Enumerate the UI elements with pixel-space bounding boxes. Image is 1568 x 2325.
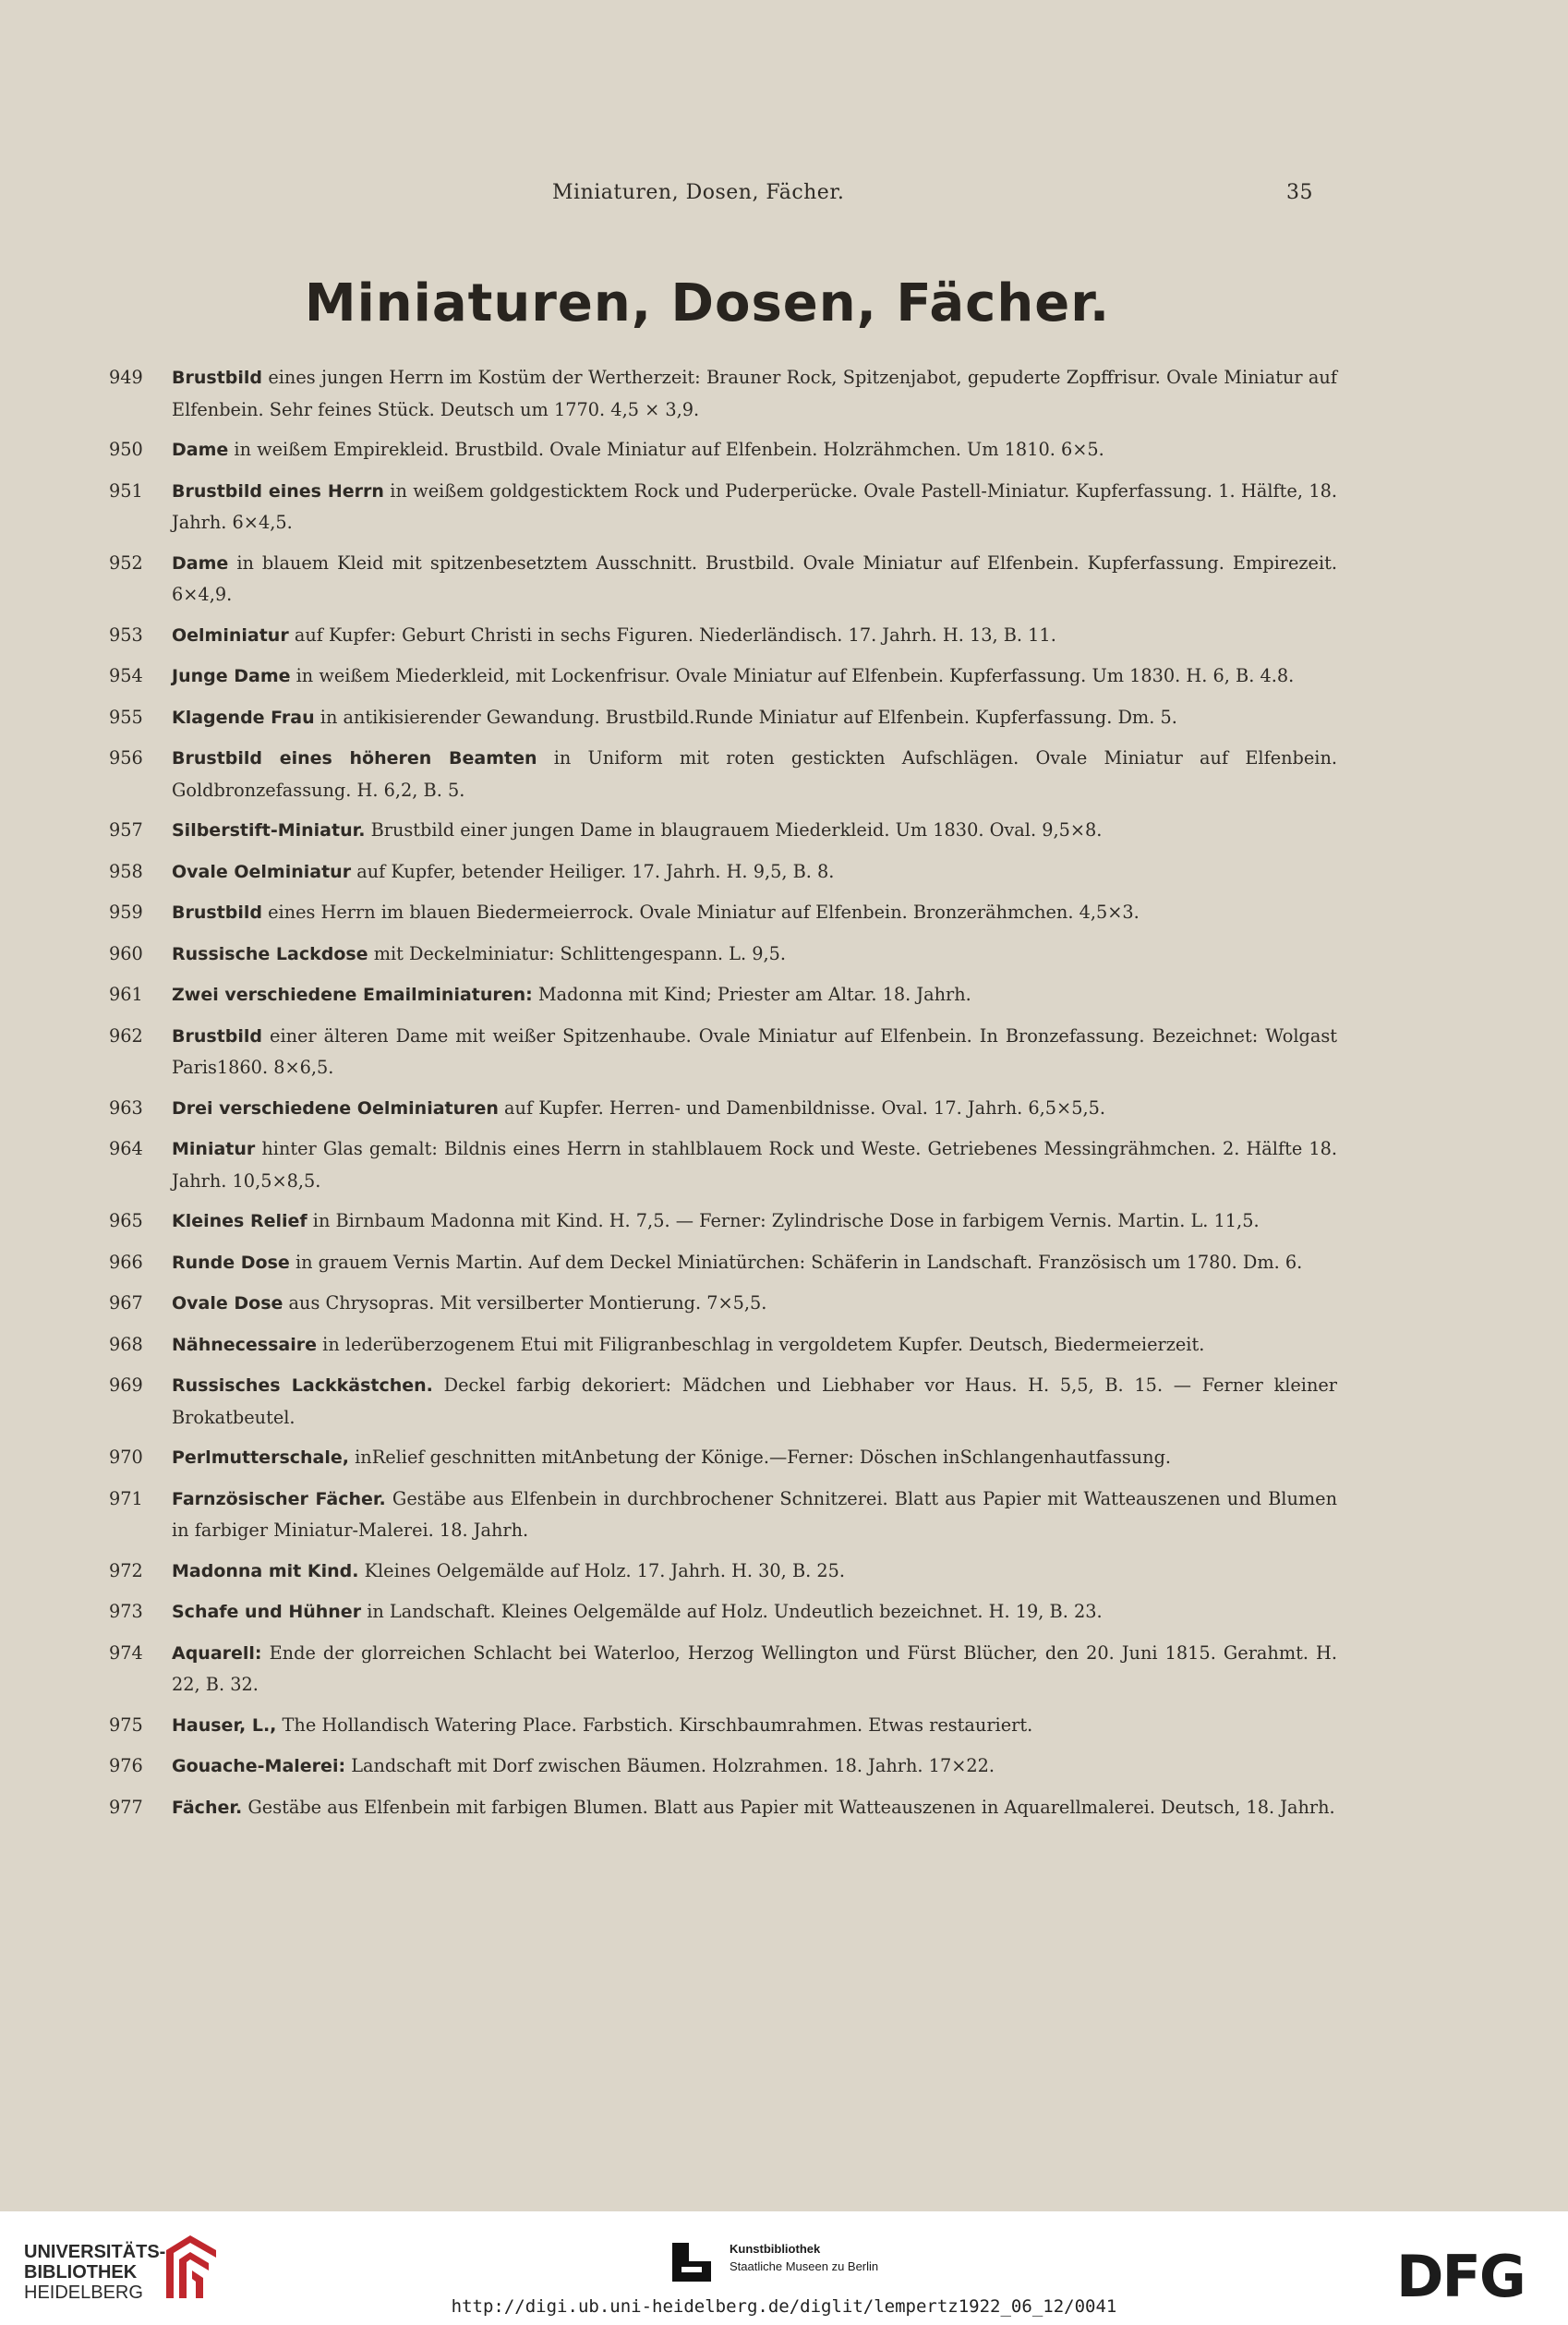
entry-heading: Brustbild — [172, 902, 262, 923]
entry-heading: Kleines Relief — [172, 1211, 308, 1231]
entry-heading: Zwei verschiedene Emailminiaturen: — [172, 985, 533, 1005]
entry-number: 957 — [109, 819, 143, 841]
entry-heading: Schafe und Hühner — [172, 1602, 362, 1622]
catalogue-entry — [109, 897, 1337, 929]
entry-heading: Russisches Lackkästchen. — [172, 1375, 433, 1396]
entry-number: 970 — [109, 1447, 143, 1468]
entry-number: 951 — [109, 479, 143, 502]
entry-number: 952 — [109, 551, 143, 574]
running-title: Miniaturen, Dosen, Fächer. — [552, 181, 845, 204]
entry-number: 977 — [109, 1796, 143, 1818]
permalink-url[interactable]: http://digi.ub.uni-heidelberg.de/diglit/lempertz1922_06_12/0041 — [451, 2296, 1117, 2317]
entry-number: 973 — [109, 1601, 143, 1622]
entry-description: in weißem goldgesticktem Rock und Puderperücke. Ovale Pastell-Miniatur. Kupferfassung. 1. Hälfte, 18. Jahrh. 6×4,5. — [172, 479, 1337, 533]
entry-heading: Perlmutterschale, — [172, 1447, 349, 1468]
entry-number: 969 — [109, 1374, 143, 1396]
entry-heading: Brustbild — [172, 1025, 262, 1047]
entry-number: 954 — [109, 665, 143, 686]
entry-heading: Ovale Dose — [172, 1293, 283, 1314]
entry-number: 955 — [109, 706, 143, 728]
entry-number: 960 — [109, 942, 143, 964]
entry-description: in Uniform mit roten gestickten Aufschlägen. Ovale Miniatur auf Elfenbein. Goldbronzefassung. H. 6,2, B. 5. — [172, 747, 1337, 801]
entry-number: 962 — [109, 1024, 143, 1047]
entry-heading: Gouache-Malerei: — [172, 1756, 346, 1776]
catalogue-entry — [109, 1483, 1337, 1546]
entry-number: 967 — [109, 1292, 143, 1314]
entry-number: 966 — [109, 1251, 143, 1273]
entry-number: 974 — [109, 1641, 143, 1664]
catalogue-entry — [109, 1370, 1337, 1433]
catalogue-entry — [109, 434, 1337, 466]
entry-description: eines jungen Herrn im Kostüm der Wertherzeit: Brauner Rock, Spitzenjabot, gepuderte Zopffrisur. Ovale Miniatur auf Elfenbein. Sehr feines Stück. Deutsch um 1770. 4,5 × 3,9. — [172, 367, 1337, 420]
entry-number: 972 — [109, 1559, 143, 1581]
catalogue-entry — [109, 548, 1337, 611]
catalogue-entry — [109, 1021, 1337, 1084]
catalogue-entry — [109, 1750, 1337, 1783]
catalogue-entry — [109, 1247, 1337, 1279]
entry-number: 950 — [109, 439, 143, 460]
entry-heading: Brustbild eines Herrn — [172, 480, 384, 502]
entry-description: Gestäbe aus Elfenbein in durchbrochener Schnitzerei. Blatt aus Papier mit Watteauszenen und Blumen in farbiger Miniatur-Malerei. 18. Jahrh. — [172, 1487, 1338, 1541]
entry-description: Deckel farbig dekoriert: Mädchen und Liebhaber vor Haus. H. 5,5, B. 15. — Ferner kleiner Brokatbeutel. — [172, 1374, 1337, 1428]
entry-description: Brustbild einer jungen Dame in blaugrauem Miederkleid. Um 1830. Oval. 9,5×8. — [365, 819, 1103, 841]
university-library-wordmark — [24, 2242, 165, 2303]
entry-description: in Landschaft. Kleines Oelgemälde auf Holz. Undeutlich bezeichnet. H. 19, B. 23. — [361, 1601, 1103, 1622]
entry-heading: Silberstift-Miniatur. — [172, 820, 366, 841]
catalogue-entry — [109, 1329, 1337, 1362]
dfg-logo: DFG — [1396, 2243, 1525, 2310]
entry-description: auf Kupfer. Herren- und Damenbildnisse. Oval. 17. Jahrh. 6,5×5,5. — [498, 1096, 1105, 1119]
catalogue-entry — [109, 1710, 1337, 1742]
entry-description: Ende der glorreichen Schlacht bei Waterloo, Herzog Wellington und Fürst Blücher, den 20. Juni 1815. Gerahmt. H. 22, B. 32. — [172, 1641, 1337, 1695]
entry-number: 971 — [109, 1487, 143, 1509]
catalogue-entry — [109, 476, 1337, 539]
catalogue-entry — [109, 1638, 1337, 1701]
entry-description: aus Chrysopras. Mit versilberter Montierung. 7×5,5. — [283, 1292, 767, 1314]
entry-number: 949 — [109, 367, 143, 388]
entry-heading: Dame — [172, 552, 229, 574]
catalogue-entry — [109, 938, 1337, 971]
entry-description: in antikisierender Gewandung. Brustbild.Runde Miniatur auf Elfenbein. Kupferfassung. Dm. 5. — [314, 706, 1177, 728]
catalogue-entry — [109, 1442, 1337, 1474]
entry-description: Gestäbe aus Elfenbein mit farbigen Blumen. Blatt aus Papier mit Watteauszenen in Aquarellmalerei. Deutsch, 18. Jahrh. — [242, 1796, 1335, 1818]
entry-number: 963 — [109, 1096, 143, 1119]
catalogue-entry — [109, 702, 1337, 734]
entry-number: 975 — [109, 1713, 143, 1736]
entry-heading: Farnzösischer Fächer. — [172, 1488, 386, 1509]
library-line-3: HEIDELBERG — [24, 2283, 143, 2303]
entry-heading: Russische Lackdose — [172, 943, 368, 964]
page-number: 35 — [1286, 181, 1313, 204]
entry-description: in grauem Vernis Martin. Auf dem Deckel Miniatürchen: Schäferin in Landschaft. Französisch um 1780. Dm. 6. — [289, 1251, 1303, 1273]
entry-number: 958 — [109, 860, 143, 882]
entry-description: in Birnbaum Madonna mit Kind. H. 7,5. — Ferner: Zylindrische Dose in farbigem Vernis. Martin. L. 11,5. — [307, 1210, 1260, 1231]
entry-heading: Madonna mit Kind. — [172, 1560, 359, 1581]
entry-description: einer älteren Dame mit weißer Spitzenhaube. Ovale Miniatur auf Elfenbein. In Bronzefassung. Bezeichnet: Wolgast Paris1860. 8×6,5. — [172, 1024, 1337, 1078]
kb-line-2: Staatliche Museen zu Berlin — [730, 2259, 879, 2273]
catalogue-entry — [109, 856, 1337, 889]
entry-number: 968 — [109, 1333, 143, 1355]
entry-heading: Oelminiatur — [172, 624, 289, 646]
entry-heading: Ovale Oelminiatur — [172, 861, 352, 882]
kunstbibliothek-logo-icon — [669, 2239, 715, 2285]
entry-number: 961 — [109, 984, 143, 1005]
ub-heidelberg-logo-icon — [163, 2230, 220, 2304]
entry-heading: Hauser, L., — [172, 1714, 277, 1736]
entry-heading: Brustbild — [172, 368, 262, 388]
viewer-footer — [0, 2211, 1568, 2325]
entry-number: 965 — [109, 1210, 143, 1231]
entry-heading: Drei verschiedene Oelminiaturen — [172, 1097, 499, 1119]
entry-description: hinter Glas gemalt: Bildnis eines Herrn in stahlblauem Rock und Weste. Getriebenes Messingrähmchen. 2. Hälfte 18. Jahrh. 10,5×8,5. — [172, 1138, 1337, 1192]
catalogue-entry — [109, 1596, 1337, 1629]
catalogue-entry — [109, 815, 1337, 847]
catalogue-entry — [109, 1093, 1337, 1125]
entry-description: in blauem Kleid mit spitzenbesetztem Ausschnitt. Brustbild. Ovale Miniatur auf Elfenbein. Kupferfassung. Empirezeit. 6×4,9. — [172, 551, 1337, 605]
entry-description: in weißem Empirekleid. Brustbild. Ovale Miniatur auf Elfenbein. Holzrähmchen. Um 1810. 6×5. — [228, 439, 1104, 460]
entry-description: in lederüberzogenem Etui mit Filigranbeschlag in vergoldetem Kupfer. Deutsch, Biedermeierzeit. — [317, 1333, 1205, 1355]
entry-description: Landschaft mit Dorf zwischen Bäumen. Holzrahmen. 18. Jahrh. 17×22. — [345, 1755, 995, 1776]
entry-description: Kleines Oelgemälde auf Holz. 17. Jahrh. H. 30, B. 25. — [358, 1559, 846, 1581]
entry-heading: Runde Dose — [172, 1252, 290, 1273]
catalogue-entries — [109, 362, 1337, 1833]
entry-number: 976 — [109, 1755, 143, 1776]
entry-heading: Brustbild eines höheren Beamten — [172, 748, 537, 769]
entry-heading: Klagende Frau — [172, 707, 315, 728]
catalogue-entry — [109, 620, 1337, 652]
entry-number: 959 — [109, 902, 143, 923]
entry-description: in weißem Miederkleid, mit Lockenfrisur. Ovale Miniatur auf Elfenbein. Kupferfassung. Um 1830. H. 6, B. 4.8. — [290, 665, 1295, 686]
kb-line-1: Kunstbibliothek — [730, 2242, 821, 2256]
page-title: Miniaturen, Dosen, Fächer. — [304, 273, 1111, 333]
catalogue-entry — [109, 1288, 1337, 1320]
library-line-1: UNIVERSITÄTS- — [24, 2242, 166, 2262]
catalogue-entry — [109, 1556, 1337, 1588]
running-head — [0, 181, 1568, 218]
entry-number: 953 — [109, 624, 143, 646]
entry-heading: Miniatur — [172, 1139, 256, 1159]
entry-number: 964 — [109, 1138, 143, 1159]
entry-description: auf Kupfer, betender Heiliger. 17. Jahrh. H. 9,5, B. 8. — [351, 860, 835, 882]
catalogue-entry — [109, 1205, 1337, 1238]
catalogue-entry — [109, 979, 1337, 1011]
library-line-2: BIBLIOTHEK — [24, 2262, 138, 2283]
entry-description: inRelief geschnitten mitAnbetung der Könige.—Ferner: Döschen inSchlangenhautfassung. — [348, 1447, 1172, 1468]
catalogue-entry — [109, 660, 1337, 693]
catalogue-entry — [109, 362, 1337, 425]
entry-description: The Hollandisch Watering Place. Farbstich. Kirschbaumrahmen. Etwas restauriert. — [276, 1713, 1033, 1736]
kunstbibliothek-wordmark — [730, 2240, 878, 2275]
entry-description: mit Deckelminiatur: Schlittengespann. L. 9,5. — [368, 942, 787, 964]
catalogue-entry — [109, 743, 1337, 805]
entry-number: 956 — [109, 747, 143, 769]
entry-description: eines Herrn im blauen Biedermeierrock. Ovale Miniatur auf Elfenbein. Bronzerähmchen. 4,5×3. — [262, 902, 1140, 923]
entry-heading: Nähnecessaire — [172, 1334, 318, 1355]
entry-heading: Dame — [172, 440, 229, 460]
entry-description: auf Kupfer: Geburt Christi in sechs Figuren. Niederländisch. 17. Jahrh. H. 13, B. 11. — [288, 624, 1056, 646]
entry-description: Madonna mit Kind; Priester am Altar. 18. Jahrh. — [532, 984, 971, 1005]
entry-heading: Fächer. — [172, 1797, 243, 1818]
entry-heading: Aquarell: — [172, 1642, 262, 1664]
entry-heading: Junge Dame — [172, 666, 291, 686]
catalogue-entry — [109, 1133, 1337, 1196]
catalogue-entry — [109, 1792, 1337, 1824]
